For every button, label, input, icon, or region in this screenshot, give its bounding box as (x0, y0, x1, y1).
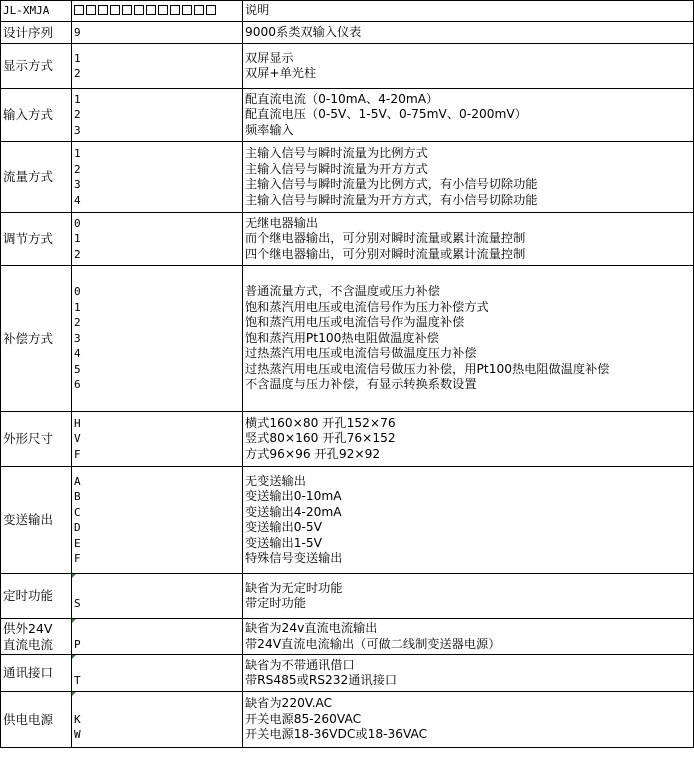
code-box (86, 5, 96, 15)
option-descriptions (243, 213, 694, 266)
option-codes (72, 22, 243, 44)
code-boxes (72, 1, 243, 22)
category-label (1, 574, 72, 619)
option-descriptions (243, 89, 694, 142)
code-box (146, 5, 156, 15)
category-label-line: 设计序列 (3, 24, 54, 40)
spec-row (1, 655, 694, 692)
spec-row (1, 22, 694, 44)
option-code: F (74, 552, 81, 565)
option-description: 饱和蒸汽用电压或电流信号作为压力补偿方式 (245, 299, 489, 314)
spec-row (1, 44, 694, 89)
code-box-group (74, 3, 218, 17)
category-label-line: 补偿方式 (3, 330, 54, 346)
option-codes (72, 692, 243, 748)
option-codes (72, 44, 243, 89)
code-box (206, 5, 216, 15)
option-description: 带24V直流电流输出（可做二线制变送器电源） (245, 636, 501, 651)
spec-row (1, 619, 694, 655)
option-code: 2 (74, 316, 81, 330)
option-description: 主输入信号与瞬时流量为开方方式 (245, 161, 428, 176)
option-descriptions (243, 412, 694, 467)
option-code: 6 (74, 378, 81, 392)
spec-row (1, 467, 694, 574)
option-code: 3 (74, 123, 81, 137)
option-code: 1 (74, 92, 81, 106)
option-descriptions (243, 266, 694, 412)
code-box (194, 5, 204, 15)
option-codes (72, 655, 243, 692)
category-label (1, 619, 72, 655)
spec-row (1, 692, 694, 748)
option-code: E (74, 536, 81, 550)
code-box (170, 5, 180, 15)
option-code (74, 696, 240, 712)
option-descriptions (243, 467, 694, 574)
header-row (1, 1, 694, 22)
category-label-line: 通讯接口 (3, 665, 54, 681)
category-label-line: 输入方式 (3, 107, 54, 123)
spec-row (1, 142, 694, 213)
code-box (74, 5, 84, 15)
option-code: 2 (74, 108, 81, 122)
option-description: 变送输出0-10mA (245, 489, 342, 503)
category-label-line: 调节方式 (3, 231, 54, 247)
option-description: 变送输出0-5V (245, 520, 322, 534)
category-label (1, 22, 72, 44)
option-description: 过热蒸汽用电压或电流信号做压力补偿，用Pt100热电阻做温度补偿 (245, 361, 610, 376)
option-codes (72, 89, 243, 142)
code-box (158, 5, 168, 15)
option-description: 无变送输出 (245, 473, 306, 488)
option-descriptions (243, 655, 694, 692)
option-description: 特殊信号变送输出 (245, 551, 343, 565)
category-label-line: 定时功能 (3, 588, 54, 604)
option-code: 1 (74, 232, 81, 246)
option-description: 主输入信号与瞬时流量为开方方式，有小信号切除功能 (245, 192, 538, 207)
option-description: 饱和蒸汽用Pt100热电阻做温度补偿 (245, 330, 439, 345)
option-code: D (74, 521, 81, 534)
category-label (1, 44, 72, 89)
option-code: 3 (74, 331, 81, 345)
spec-row (1, 213, 694, 266)
option-code: 9 (74, 25, 81, 39)
category-label (1, 142, 72, 213)
model-code: JL-XMJA (1, 1, 72, 22)
option-description: 缺省为220V.AC (245, 696, 333, 711)
option-description: 双屏+单光柱 (245, 66, 317, 80)
category-label-line: 供外24V (3, 621, 53, 636)
option-code: V (74, 432, 81, 446)
option-code: A (74, 474, 81, 488)
code-box (182, 5, 192, 15)
option-description: 缺省为24v直流电流输出 (245, 621, 378, 635)
option-code: 2 (74, 67, 81, 80)
option-code: 1 (74, 147, 81, 160)
option-code: 1 (74, 300, 81, 314)
option-description: 带RS485或RS232通讯接口 (245, 673, 398, 687)
category-label-line: 供电电源 (3, 711, 54, 727)
option-code: 1 (74, 51, 81, 65)
option-codes (72, 467, 243, 574)
option-description: 9000系类双输入仪表 (245, 24, 362, 39)
option-code: C (74, 505, 81, 519)
option-code: B (74, 490, 81, 503)
option-description: 带定时功能 (245, 596, 306, 610)
option-code (74, 658, 240, 674)
option-description: 配直流电压（0-5V、1-5V、0-75mV、0-200mV） (245, 107, 527, 122)
option-description: 竖式80×160 开孔76×152 (245, 431, 396, 446)
option-descriptions (243, 692, 694, 748)
option-code: 4 (74, 347, 81, 361)
option-description: 双屏显示 (245, 50, 294, 65)
option-codes (72, 574, 243, 619)
option-code: F (74, 447, 81, 461)
option-description: 频率输入 (245, 122, 294, 137)
option-descriptions (243, 22, 694, 44)
option-description: 缺省为不带通讯借口 (245, 657, 355, 672)
option-code (74, 581, 240, 597)
option-code: 3 (74, 178, 81, 191)
code-box (122, 5, 132, 15)
option-description: 饱和蒸汽用电压或电流信号作为温度补偿 (245, 315, 465, 330)
option-descriptions (243, 619, 694, 655)
category-label-line: 直流电流 (3, 636, 54, 652)
option-descriptions (243, 44, 694, 89)
option-code: 4 (74, 193, 81, 207)
option-codes (72, 412, 243, 467)
option-description: 变送输出1-5V (245, 535, 322, 550)
option-description: 而个继电器输出，可分别对瞬时流量或累计流量控制 (245, 231, 526, 246)
category-label-line: 显示方式 (3, 58, 54, 74)
option-description: 主输入信号与瞬时流量为比例方式 (245, 146, 428, 160)
category-label (1, 213, 72, 266)
spec-row (1, 412, 694, 467)
option-code: T (74, 674, 81, 687)
code-box (134, 5, 144, 15)
option-codes (72, 213, 243, 266)
category-label (1, 655, 72, 692)
option-code: H (74, 416, 81, 430)
option-code: S (74, 597, 81, 610)
category-label-line: 外形尺寸 (3, 431, 54, 447)
option-description: 四个继电器输出，可分别对瞬时流量或累计流量控制 (245, 246, 526, 261)
desc-header: 说明 (243, 1, 694, 22)
option-descriptions (243, 142, 694, 213)
category-label (1, 266, 72, 412)
option-codes (72, 142, 243, 213)
category-label-line: 变送输出 (3, 512, 54, 528)
option-description: 主输入信号与瞬时流量为比例方式，有小信号切除功能 (245, 177, 538, 191)
option-description: 开关电源85-260VAC (245, 711, 362, 726)
option-code: K (74, 712, 81, 726)
option-description: 开关电源18-36VDC或18-36VAC (245, 727, 428, 742)
spec-table-body (1, 1, 694, 748)
option-code: 5 (74, 362, 81, 376)
option-description: 变送输出4-20mA (245, 504, 342, 519)
option-description: 配直流电流（0-10mA、4-20mA） (245, 91, 439, 106)
code-box (98, 5, 108, 15)
option-description: 缺省为无定时功能 (245, 580, 343, 595)
option-description: 不含温度与压力补偿，有显示转换系数设置 (245, 377, 477, 392)
option-description: 无继电器输出 (245, 215, 319, 230)
category-label (1, 89, 72, 142)
option-code: P (74, 637, 81, 651)
spec-row (1, 89, 694, 142)
option-codes (72, 266, 243, 412)
option-code: 0 (74, 216, 81, 230)
option-description: 过热蒸汽用电压或电流信号做温度压力补偿 (245, 346, 477, 361)
option-description: 普通流量方式，不含温度或压力补偿 (245, 284, 440, 299)
category-label (1, 692, 72, 748)
option-code: W (74, 728, 81, 742)
option-description: 横式160×80 开孔152×76 (245, 415, 396, 430)
category-label-line: 流量方式 (3, 169, 54, 185)
option-code: 2 (74, 162, 81, 176)
code-box (110, 5, 120, 15)
category-label (1, 412, 72, 467)
category-label (1, 467, 72, 574)
option-code: 0 (74, 285, 81, 299)
option-descriptions (243, 574, 694, 619)
option-description: 方式96×96 开孔92×92 (245, 446, 381, 461)
spec-row (1, 266, 694, 412)
option-code: 2 (74, 247, 81, 261)
spec-row (1, 574, 694, 619)
option-codes (72, 619, 243, 655)
option-code (74, 621, 240, 637)
